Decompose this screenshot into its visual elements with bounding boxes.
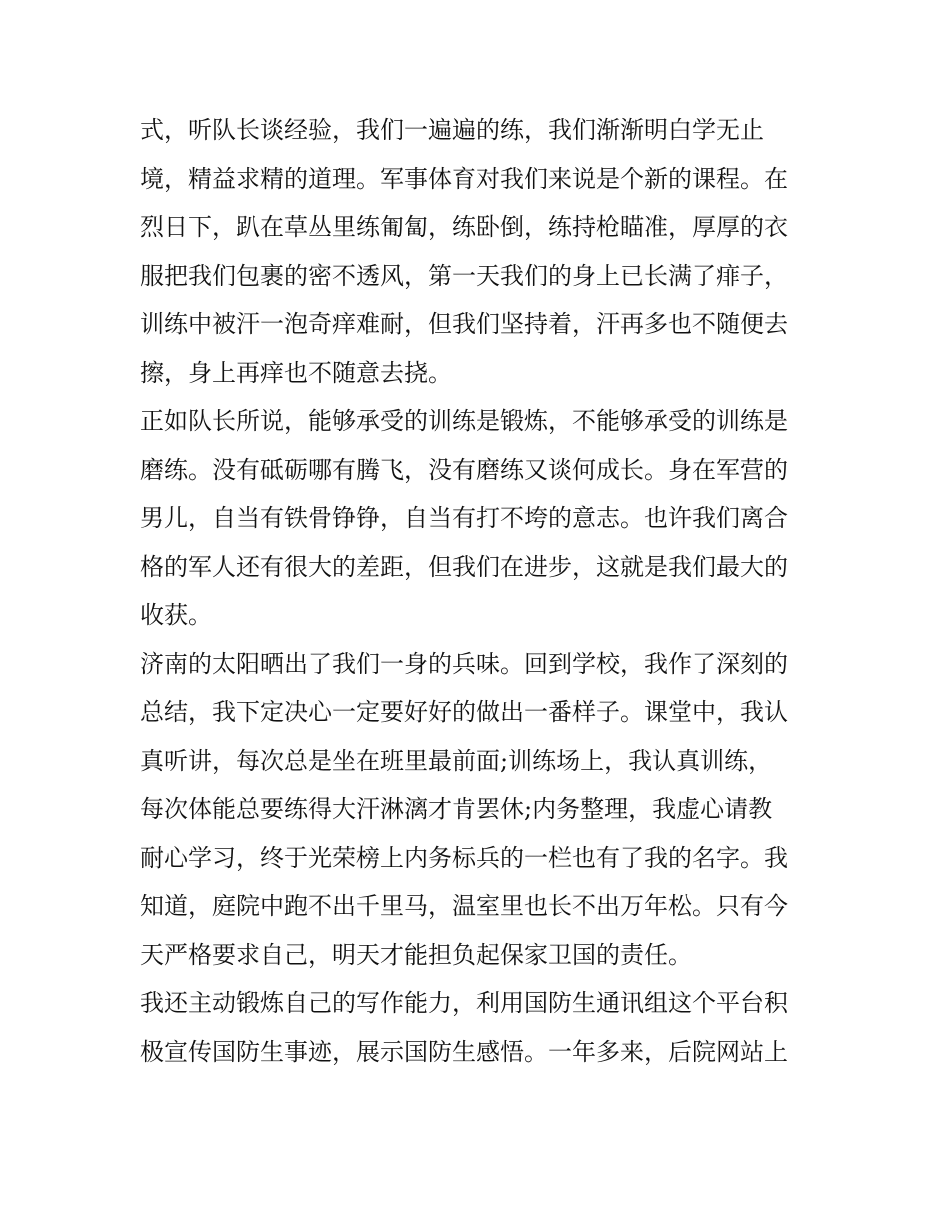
text-line: 烈日下，趴在草丛里练匍匐，练卧倒，练持枪瞄准，厚厚的衣 (140, 213, 788, 241)
text-line: 境，精益求精的道理。军事体育对我们来说是个新的课程。在 (140, 164, 788, 193)
text-line: 收获。 (140, 601, 212, 629)
text-line: 男儿，自当有铁骨铮铮，自当有打不垮的意志。也许我们离合 (140, 504, 788, 532)
text-line: 知道，庭院中跑不出千里马，温室里也长不出万年松。只有今 (140, 892, 788, 920)
text-line: 济南的太阳晒出了我们一身的兵味。回到学校，我作了深刻的 (140, 649, 788, 678)
text-line: 天严格要求自己，明天才能担负起保家卫国的责任。 (140, 940, 692, 969)
text-line: 每次体能总要练得大汗淋漓才肯罢休;内务整理，我虚心请教 (140, 795, 773, 823)
text-line: 训练中被汗一泡奇痒难耐，但我们坚持着，汗再多也不随便去 (140, 310, 788, 338)
text-line: 极宣传国防生事迹，展示国防生感悟。一年多来，后院网站上 (140, 1037, 788, 1066)
text-line: 真听讲，每次总是坐在班里最前面;训练场上，我认真训练， (140, 746, 773, 775)
text-line: 磨练。没有砥砺哪有腾飞，没有磨练又谈何成长。身在军营的 (140, 455, 788, 484)
text-line: 格的军人还有很大的差距，但我们在进步，这就是我们最大的 (140, 552, 788, 581)
text-line: 服把我们包裹的密不透风，第一天我们的身上已长满了痱子， (140, 261, 788, 290)
text-line: 正如队长所说，能够承受的训练是锻炼，不能够承受的训练是 (140, 407, 788, 435)
text-line: 我还主动锻炼自己的写作能力，利用国防生通讯组这个平台积 (140, 989, 788, 1017)
text-line: 耐心学习，终于光荣榜上内务标兵的一栏也有了我的名字。我 (140, 843, 788, 872)
text-line: 式，听队长谈经验，我们一遍遍的练，我们渐渐明白学无止 (140, 116, 764, 144)
text-line: 擦，身上再痒也不随意去挠。 (140, 358, 452, 387)
text-line: 总结，我下定决心一定要好好的做出一番样子。课堂中，我认 (140, 698, 788, 726)
document-body (140, 106, 820, 1076)
